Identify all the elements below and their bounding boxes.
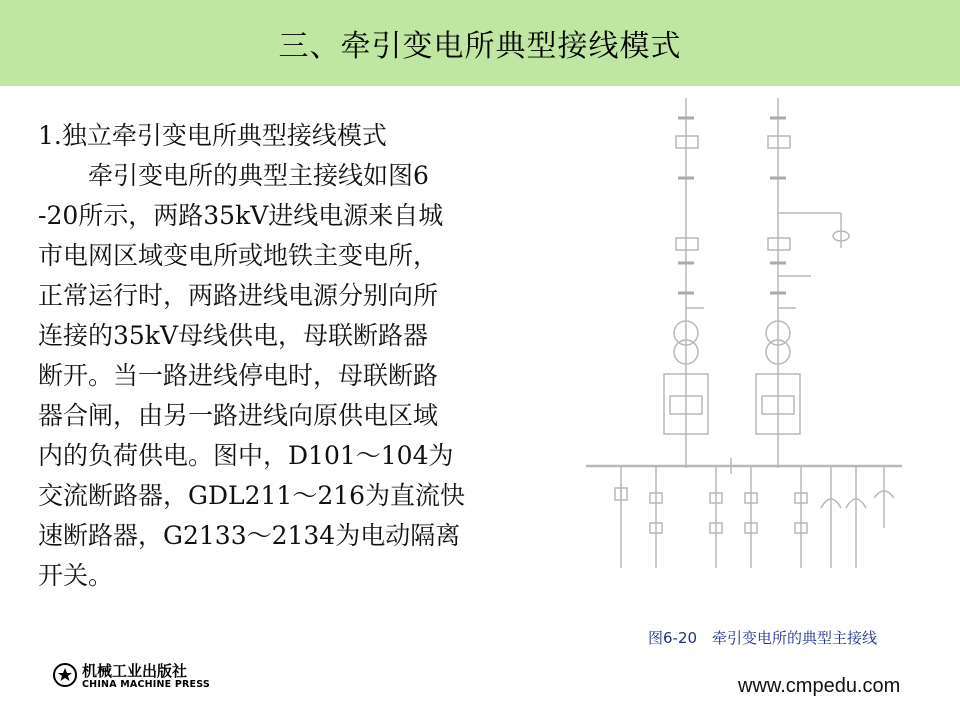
body-line: 1.独立牵引变电所典型接线模式 xyxy=(38,121,387,150)
wiring-diagram-figure xyxy=(566,98,916,588)
body-line: 连接的35kV母线供电，母联断路器 xyxy=(38,321,429,350)
website-link[interactable]: www.cmpedu.com xyxy=(738,675,901,697)
body-line: -20所示，两路35kV进线电源来自城 xyxy=(38,201,444,230)
slide-title: 三、牵引变电所典型接线模式 xyxy=(278,29,682,64)
body-line: 器合闸，由另一路进线向原供电区域 xyxy=(38,401,439,430)
body-line: 牵引变电所的典型主接线如图6 xyxy=(38,161,429,190)
body-line: 内的负荷供电。图中，D101～104为 xyxy=(38,441,454,470)
body-line: 开关。 xyxy=(38,561,114,590)
body-line: 交流断路器，GDL211～216为直流快 xyxy=(38,481,466,510)
body-text xyxy=(38,116,518,596)
publisher-emblem-icon xyxy=(52,662,78,688)
figure-caption: 图6-20 牵引变电所的典型主接线 xyxy=(648,629,878,647)
publisher-name-cn: 机械工业出版社 xyxy=(82,662,188,680)
body-line: 市电网区域变电所或地铁主变电所， xyxy=(38,241,439,270)
body-line: 正常运行时，两路进线电源分别向所 xyxy=(38,281,439,310)
publisher-logo xyxy=(52,660,222,694)
body-line: 速断路器，G2133～2134为电动隔离 xyxy=(38,521,461,550)
publisher-name-en: CHINA MACHINE PRESS xyxy=(82,679,210,690)
body-line: 断开。当一路进线停电时，母联断路 xyxy=(38,361,439,390)
